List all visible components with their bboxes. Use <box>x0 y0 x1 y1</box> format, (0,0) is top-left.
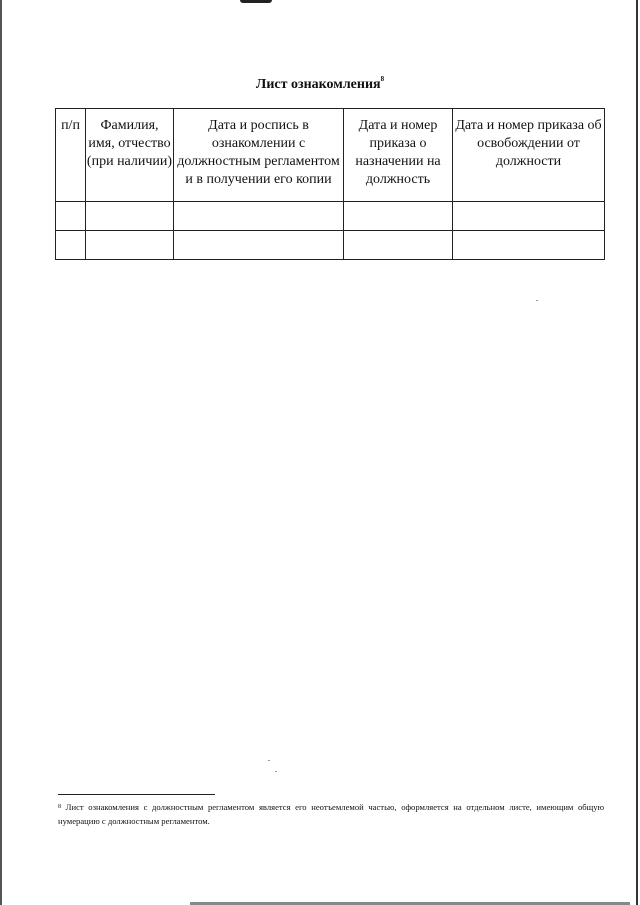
acknowledgement-table <box>55 108 605 260</box>
page-title-text: Лист ознакомления <box>255 77 381 92</box>
table-cell <box>86 231 174 260</box>
table-row <box>56 231 605 260</box>
table-cell <box>86 202 174 231</box>
column-header-appointment-order: Дата и номер приказа о назначении на должность <box>344 109 453 202</box>
table-cell <box>453 202 605 231</box>
column-header-signature-date: Дата и роспись в ознакомлении с должностным регламентом и в получении его копии <box>174 109 344 202</box>
footnote-mark: 8 <box>58 804 61 810</box>
table-cell <box>174 231 344 260</box>
footnote-separator <box>58 794 215 795</box>
scan-speck <box>268 760 270 761</box>
table-row <box>56 202 605 231</box>
column-header-full-name: Фамилия, имя, отчество (при наличии) <box>86 109 174 202</box>
scan-edge-top <box>240 0 272 3</box>
table-cell <box>344 231 453 260</box>
table-header-row <box>56 109 605 202</box>
table-cell <box>56 202 86 231</box>
table-cell <box>174 202 344 231</box>
table-cell <box>56 231 86 260</box>
column-header-number: п/п <box>56 109 86 202</box>
footnote-text: Лист ознакомления с должностным регламентом является его неотъемлемой частью, оформляется на отдельном листе, имеющим общую нумерацию с должностным регламентом. <box>58 802 604 826</box>
page-title <box>0 77 640 93</box>
title-footnote-mark: 8 <box>380 75 385 83</box>
table-cell <box>453 231 605 260</box>
column-header-dismissal-order: Дата и номер приказа об освобождении от должности <box>453 109 605 202</box>
footnote <box>58 800 604 828</box>
scan-speck <box>275 771 277 772</box>
scan-edge-left <box>0 0 2 905</box>
table-cell <box>344 202 453 231</box>
scan-edge-right <box>636 0 638 905</box>
scan-speck <box>536 300 538 301</box>
